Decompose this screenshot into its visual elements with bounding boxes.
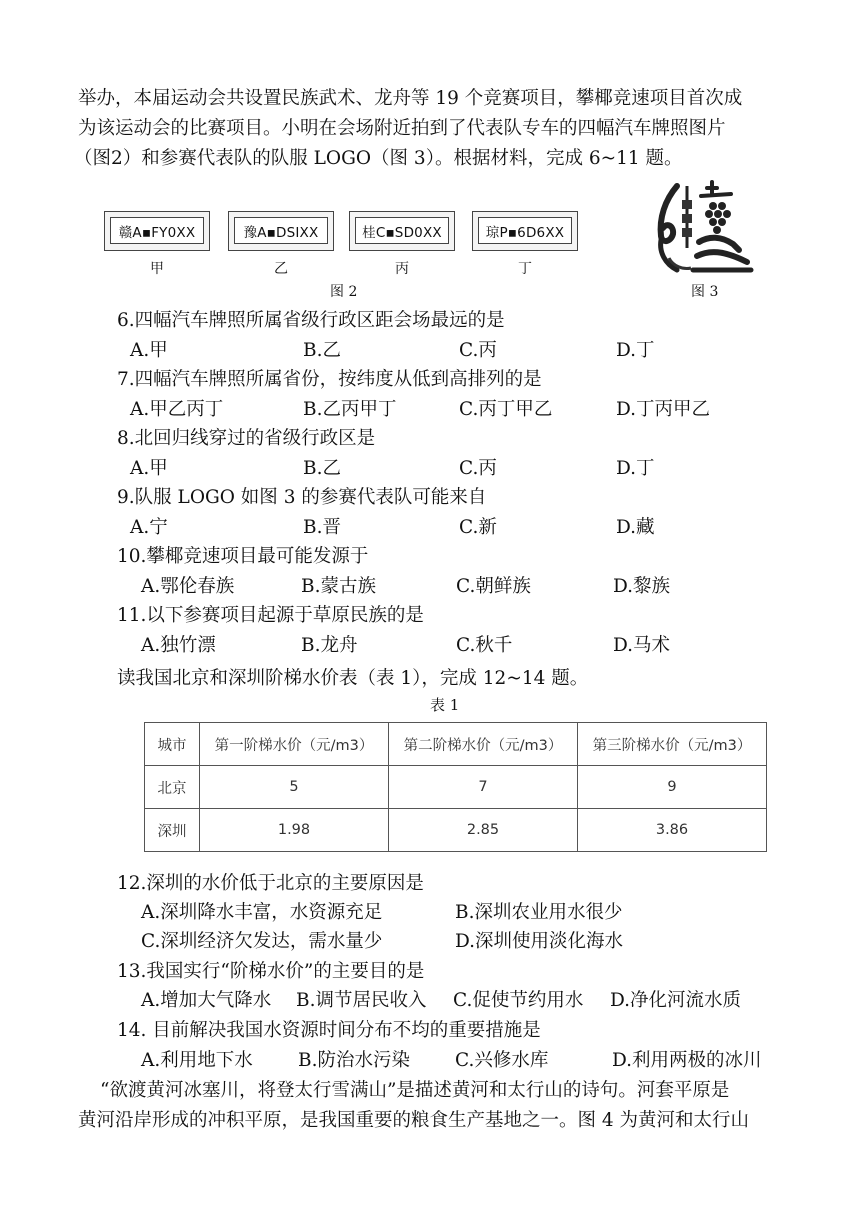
- option-d: D.马术: [613, 635, 671, 656]
- closing-line: 黄河沿岸形成的冲积平原，是我国重要的粮食生产基地之一。图 4 为黄河和太行山: [78, 1110, 750, 1131]
- intro-paragraph: [74, 84, 794, 174]
- table-header-cell: 第一阶梯水价（元/m3）: [200, 723, 389, 766]
- plate-label: 乙: [274, 261, 288, 277]
- table-cell: 7: [389, 766, 578, 809]
- option-a: A.甲: [130, 340, 168, 361]
- question-8: 8.北回归线穿过的省级行政区是: [117, 428, 376, 449]
- question-14: 14. 目前解决我国水资源时间分布不均的重要措施是: [117, 1020, 541, 1041]
- option-b: B.蒙古族: [301, 576, 376, 597]
- table-header-cell: 第二阶梯水价（元/m3）: [389, 723, 578, 766]
- table-cell: 2.85: [389, 809, 578, 852]
- table-header-cell: 城市: [145, 723, 200, 766]
- option-a: A.甲乙丙丁: [130, 399, 224, 420]
- option-a: A.深圳降水丰富，水资源充足: [141, 902, 383, 923]
- question-10: 10.攀椰竞速项目最可能发源于: [117, 546, 369, 567]
- question-12: 12.深圳的水价低于北京的主要原因是: [117, 873, 424, 894]
- figure-3-caption: 图 3: [691, 284, 719, 300]
- water-price-table: [144, 722, 767, 852]
- license-plates-figure: [104, 211, 578, 277]
- plate-number: 赣A▪FY0XX: [110, 217, 204, 244]
- question-6: 6.四幅汽车牌照所属省级行政区距会场最远的是: [117, 310, 505, 331]
- option-a: A.宁: [130, 517, 168, 538]
- option-c: C.丙: [459, 458, 497, 479]
- option-d: D.藏: [616, 517, 655, 538]
- option-a: A.利用地下水: [141, 1050, 253, 1071]
- table-caption: 表 1: [430, 696, 460, 714]
- option-b: B.晋: [303, 517, 341, 538]
- option-d: D.净化河流水质: [610, 990, 742, 1011]
- option-b: B.乙: [303, 458, 341, 479]
- option-d: D.黎族: [613, 576, 671, 597]
- option-a: A.独竹漂: [141, 635, 216, 656]
- plate-number: 琼P▪6D6XX: [478, 217, 572, 244]
- option-c: C.秋千: [456, 635, 513, 656]
- option-b: B.龙舟: [301, 635, 358, 656]
- option-d: D.丁: [616, 458, 655, 479]
- question-13: 13.我国实行“阶梯水价”的主要目的是: [117, 961, 425, 982]
- option-c: C.丙: [459, 340, 497, 361]
- question-7: 7.四幅汽车牌照所属省份，按纬度从低到高排列的是: [117, 369, 542, 390]
- figure-2-caption: 图 2: [330, 284, 358, 300]
- table-cell: 1.98: [200, 809, 389, 852]
- option-d: D.丁: [616, 340, 655, 361]
- option-d: D.深圳使用淡化海水: [455, 931, 624, 952]
- table-cell: 3.86: [578, 809, 767, 852]
- question-9: 9.队服 LOGO 如图 3 的参赛代表队可能来自: [117, 487, 487, 508]
- closing-paragraph: [78, 1076, 794, 1136]
- option-c: C.促使节约用水: [453, 990, 584, 1011]
- option-b: B.乙丙甲丁: [303, 399, 397, 420]
- option-c: C.丙丁甲乙: [459, 399, 553, 420]
- question-11: 11.以下参赛项目起源于草原民族的是: [117, 605, 424, 626]
- table-cell: 5: [200, 766, 389, 809]
- intro-line: 为该运动会的比赛项目。小明在会场附近拍到了代表队专车的四幅汽车牌照图片: [78, 118, 726, 139]
- option-b: B.深圳农业用水很少: [455, 902, 623, 923]
- option-a: A.增加大气降水: [141, 990, 272, 1011]
- license-plate: [104, 211, 210, 278]
- table-header-cell: 第三阶梯水价（元/m3）: [578, 723, 767, 766]
- table-intro: 读我国北京和深圳阶梯水价表（表 1），完成 12~14 题。: [117, 668, 589, 689]
- plate-label: 丁: [518, 261, 532, 277]
- table-cell: 北京: [145, 766, 200, 809]
- table-header-row: [145, 723, 767, 766]
- intro-line: （图2）和参赛代表队的队服 LOGO（图 3）。根据材料，完成 6~11 题。: [74, 148, 683, 169]
- table-cell: 深圳: [145, 809, 200, 852]
- plate-label: 丙: [395, 261, 409, 277]
- option-b: B.调节居民收入: [296, 990, 427, 1011]
- option-c: C.新: [459, 517, 497, 538]
- table-cell: 9: [578, 766, 767, 809]
- plate-number: 豫A▪DSIXX: [234, 217, 328, 244]
- option-d: D.丁丙甲乙: [616, 399, 711, 420]
- option-a: A.鄂伦春族: [141, 576, 235, 597]
- table-row: [145, 766, 767, 809]
- license-plate: [472, 211, 578, 278]
- closing-line: “欲渡黄河冰塞川，将登太行雪满山”是描述黄河和太行山的诗句。河套平原是: [100, 1080, 730, 1101]
- plate-label: 甲: [150, 261, 164, 277]
- intro-line: 举办，本届运动会共设置民族武术、龙舟等 19 个竞赛项目，攀椰竞速项目首次成: [78, 88, 743, 109]
- license-plate: [228, 211, 334, 278]
- option-b: B.防治水污染: [298, 1050, 410, 1071]
- team-logo-image: [647, 178, 757, 276]
- table-row: [145, 809, 767, 852]
- option-b: B.乙: [303, 340, 341, 361]
- option-c: C.朝鲜族: [456, 576, 531, 597]
- option-c: C.深圳经济欠发达，需水量少: [141, 931, 383, 952]
- option-a: A.甲: [130, 458, 168, 479]
- option-c: C.兴修水库: [455, 1050, 549, 1071]
- option-d: D.利用两极的冰川: [612, 1050, 762, 1071]
- plate-number: 桂C▪SD0XX: [355, 217, 449, 244]
- license-plate: [349, 211, 455, 278]
